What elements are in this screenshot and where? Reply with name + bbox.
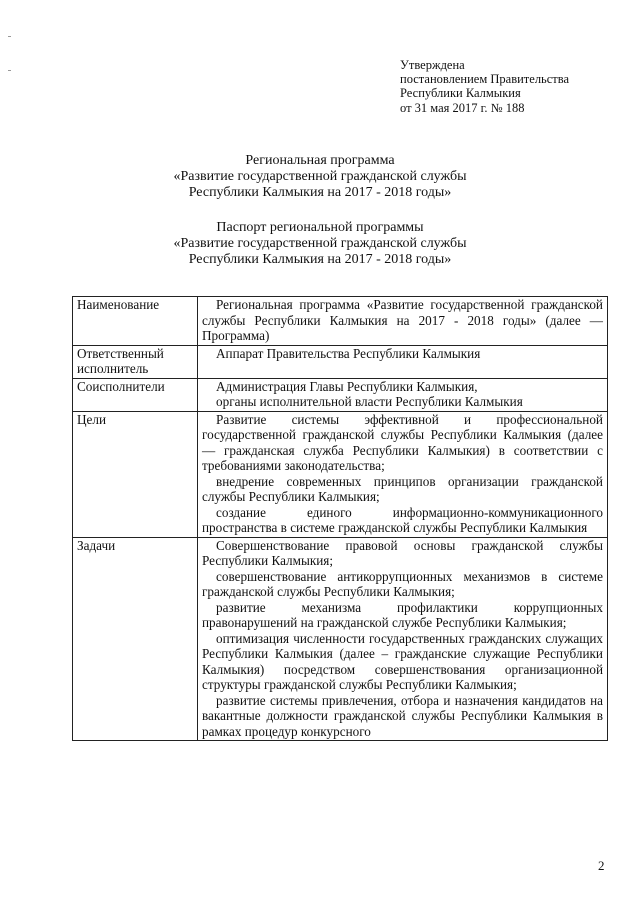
row-paragraph: создание единого информационно-коммуникационного пространства в системе гражданской службы Республики Калмыкия	[202, 504, 603, 535]
approval-line: Утверждена	[400, 58, 465, 72]
program-title-line: Республики Калмыкия на 2017 - 2018 годы»	[188, 185, 452, 200]
approval-line: Республики Калмыкия	[400, 86, 521, 101]
row-paragraph: оптимизация численности государственных гражданских служащих Республики Калмыкия (далее – гражданские служащие Республики Калмыкия) посредством совершенствования организационной структуры гражданской службы Республики Калмыкия;	[202, 630, 603, 692]
row-content	[198, 411, 608, 537]
row-paragraph: Аппарат Правительства Республики Калмыкия	[216, 345, 481, 361]
row-label: Ответственный исполнитель	[73, 345, 198, 378]
passport-title-line: Паспорт региональной программы	[216, 220, 424, 235]
row-paragraph: развитие системы привлечения, отбора и назначения кандидатов на вакантные должности гражданской службы Республики Калмыкия в рамках процедур конкурсного	[202, 692, 603, 739]
row-paragraph: развитие механизма профилактики коррупционных правонарушений на гражданской службе Республики Калмыкия;	[202, 599, 603, 630]
table-row-executor	[73, 345, 608, 378]
margin-mark	[8, 70, 11, 71]
approval-block	[400, 58, 569, 115]
program-title-line: «Развитие государственной гражданской службы	[173, 169, 467, 184]
row-label: Цели	[73, 411, 198, 537]
margin-mark	[8, 36, 11, 37]
program-title	[0, 153, 640, 201]
passport-title	[0, 220, 640, 268]
row-paragraph: совершенствование антикоррупционных механизмов в системе гражданской службы Республики Калмыкия;	[202, 568, 603, 599]
table-row-name	[73, 297, 608, 346]
page-number: 2	[598, 858, 605, 873]
passport-title-line: «Развитие государственной гражданской службы	[173, 236, 467, 251]
row-paragraph: Совершенствование правовой основы гражданской службы Республики Калмыкия;	[202, 537, 603, 568]
table-row-coexecutors	[73, 378, 608, 411]
table-row-tasks	[73, 537, 608, 741]
approval-line: от 31 мая 2017 г. № 188	[400, 100, 525, 115]
row-content	[198, 345, 608, 378]
program-title-line: Региональная программа	[245, 153, 395, 168]
row-paragraph: внедрение современных принципов организации гражданской службы Республики Калмыкия;	[202, 473, 603, 504]
row-content	[198, 537, 608, 741]
row-paragraph: Администрация Главы Республики Калмыкия,	[216, 378, 478, 394]
row-label: Соисполнители	[73, 378, 198, 411]
row-paragraph: органы исполнительной власти Республики Калмыкия	[216, 394, 523, 409]
passport-title-line: Республики Калмыкия на 2017 - 2018 годы»	[188, 252, 452, 267]
row-paragraph: Развитие системы эффективной и профессиональной государственной гражданской службы Республики Калмыкия (далее — гражданская служба Республики Калмыкия) в соответствии с требованиями законодательства;	[202, 411, 603, 473]
passport-table	[72, 296, 608, 741]
approval-line: постановлением Правительства	[400, 72, 570, 87]
row-label: Задачи	[73, 537, 198, 741]
table-row-goals	[73, 411, 608, 537]
row-content	[198, 378, 608, 411]
row-label: Наименование	[73, 297, 198, 346]
row-content	[198, 297, 608, 346]
row-paragraph: Региональная программа «Развитие государственной гражданской службы Республики Калмыкия на 2017 - 2018 годы» (далее — Программа)	[202, 297, 603, 343]
